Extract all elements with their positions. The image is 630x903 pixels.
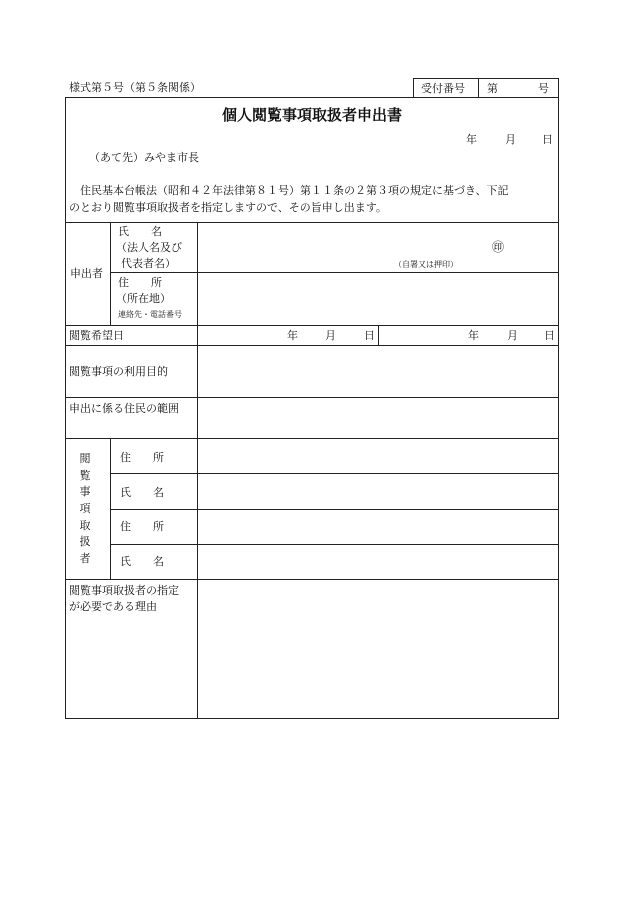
handlers-label-char: 扱: [79, 535, 91, 549]
seal-mark: ㊞: [492, 240, 505, 254]
name-label: 氏 名: [118, 225, 162, 238]
applicant-label: 申出者: [70, 267, 103, 280]
handlers-label: [78, 453, 92, 565]
handler-1-address-field[interactable]: [198, 439, 558, 473]
receipt-divider: [478, 78, 479, 98]
handler-2-address-label: 住 所: [120, 520, 164, 533]
from-month: 月: [325, 329, 336, 342]
handler-1-name-field[interactable]: [198, 474, 558, 509]
handlers-label-char: 項: [79, 501, 91, 515]
handler-2-name-field[interactable]: [198, 545, 558, 579]
reason-label-line-1: 閲覧事項取扱者の指定: [69, 584, 179, 597]
handlers-label-char: 者: [79, 551, 91, 565]
applicant-name-field[interactable]: [198, 223, 558, 272]
submission-month: 月: [505, 133, 516, 146]
addressee: （あて先）みやま市長: [89, 151, 199, 164]
contact-label: 連絡先・電話番号: [118, 310, 182, 319]
handlers-label-char: 事: [79, 485, 91, 499]
handler-2-name-label: 氏 名: [120, 555, 164, 568]
to-day: 日: [544, 329, 555, 342]
from-year: 年: [287, 329, 298, 342]
from-day: 日: [364, 329, 375, 342]
rule: [110, 222, 111, 325]
handlers-label-char: 覧: [79, 468, 91, 482]
seal-note: （自署又は押印）: [394, 260, 458, 269]
intro-line-1: 住民基本台帳法（昭和４２年法律第８１号）第１１条の２第３項の規定に基づき、下記: [80, 184, 509, 197]
reason-field[interactable]: [198, 580, 558, 718]
submission-day: 日: [542, 133, 553, 146]
name-label-corp: （法人名及び: [116, 241, 182, 254]
viewing-date-from-field[interactable]: [198, 326, 378, 345]
address-label-location: （所在地）: [116, 292, 171, 305]
scope-label: 申出に係る住民の範囲: [69, 402, 179, 415]
scope-field[interactable]: [198, 398, 558, 438]
viewing-date-to-field[interactable]: [379, 326, 558, 345]
handlers-label-char: 取: [79, 518, 91, 532]
name-label-rep: 代表者名）: [121, 257, 176, 270]
receipt-prefix: 第: [487, 82, 498, 95]
to-month: 月: [507, 329, 518, 342]
purpose-label: 閲覧事項の利用目的: [69, 365, 168, 378]
intro-line-2: のとおり閲覧事項取扱者を指定しますので、その旨申し出ます。: [69, 201, 387, 214]
submission-year: 年: [466, 133, 477, 146]
rule: [110, 438, 111, 579]
submission-date-field[interactable]: [466, 133, 554, 147]
handlers-label-char: 閲: [79, 452, 91, 465]
handler-1-address-label: 住 所: [120, 451, 164, 464]
address-label: 住 所: [118, 276, 162, 289]
receipt-label: 受付番号: [421, 82, 465, 95]
applicant-address-field[interactable]: [198, 273, 558, 325]
purpose-field[interactable]: [198, 346, 558, 397]
page-title: 個人閲覧事項取扱者申出書: [221, 106, 402, 124]
reason-label-line-2: が必要である理由: [69, 600, 157, 613]
handler-2-address-field[interactable]: [198, 510, 558, 544]
handler-1-name-label: 氏 名: [120, 486, 164, 499]
receipt-number-field[interactable]: [480, 78, 558, 97]
to-year: 年: [468, 329, 479, 342]
viewing-date-label: 閲覧希望日: [69, 329, 124, 342]
form-number: 様式第５号（第５条関係）: [69, 81, 201, 94]
receipt-suffix: 号: [538, 82, 549, 95]
